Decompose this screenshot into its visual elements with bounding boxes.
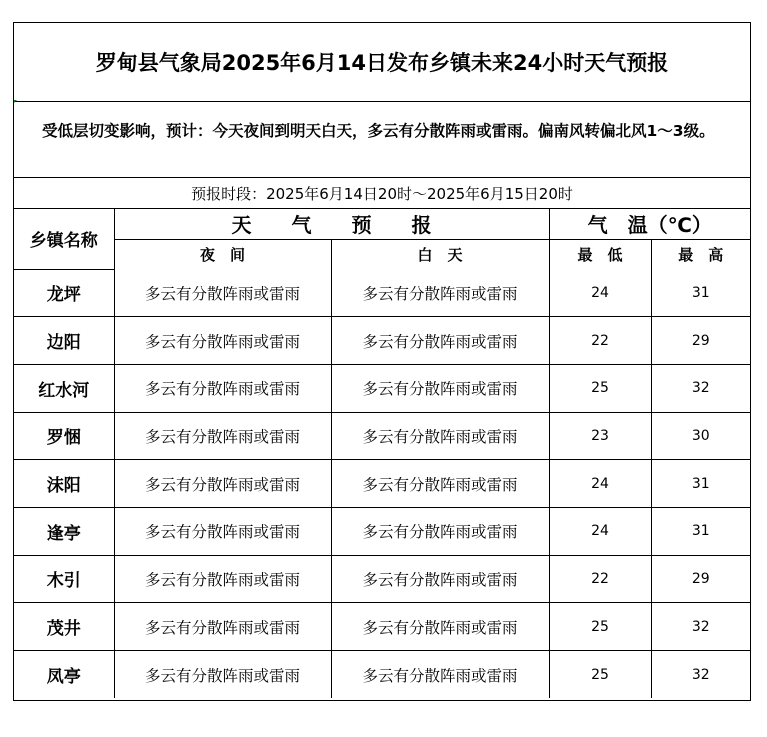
forecast-sheet bbox=[13, 22, 751, 701]
night-weather: 多云有分散阵雨或雷雨 bbox=[114, 651, 331, 699]
town-name: 逢亭 bbox=[14, 507, 114, 555]
min-temp: 22 bbox=[549, 555, 651, 603]
night-weather: 多云有分散阵雨或雷雨 bbox=[114, 555, 331, 603]
town-name: 罗悃 bbox=[14, 412, 114, 460]
day-weather: 多云有分散阵雨或雷雨 bbox=[331, 603, 549, 651]
max-temp: 31 bbox=[651, 460, 750, 508]
page-title: 罗甸县气象局2025年6月14日发布乡镇未来24小时天气预报 bbox=[14, 23, 750, 102]
table-row bbox=[14, 412, 750, 460]
forecast-table bbox=[14, 209, 750, 698]
table-row bbox=[14, 317, 750, 365]
day-weather: 多云有分散阵雨或雷雨 bbox=[331, 460, 549, 508]
max-temp: 29 bbox=[651, 317, 750, 365]
min-temp: 24 bbox=[549, 460, 651, 508]
header-day: 白 天 bbox=[331, 239, 549, 269]
night-weather: 多云有分散阵雨或雷雨 bbox=[114, 269, 331, 317]
town-name: 龙坪 bbox=[14, 269, 114, 317]
town-name: 红水河 bbox=[14, 364, 114, 412]
table-row bbox=[14, 460, 750, 508]
night-weather: 多云有分散阵雨或雷雨 bbox=[114, 364, 331, 412]
max-temp: 29 bbox=[651, 555, 750, 603]
header-forecast: 天 气 预 报 bbox=[114, 209, 549, 239]
day-weather: 多云有分散阵雨或雷雨 bbox=[331, 364, 549, 412]
min-temp: 25 bbox=[549, 603, 651, 651]
table-row bbox=[14, 507, 750, 555]
night-weather: 多云有分散阵雨或雷雨 bbox=[114, 507, 331, 555]
town-name: 沫阳 bbox=[14, 460, 114, 508]
town-name: 边阳 bbox=[14, 317, 114, 365]
town-name: 凤亭 bbox=[14, 651, 114, 699]
table-row bbox=[14, 603, 750, 651]
night-weather: 多云有分散阵雨或雷雨 bbox=[114, 412, 331, 460]
table-row bbox=[14, 651, 750, 699]
header-min: 最 低 bbox=[549, 239, 651, 269]
night-weather: 多云有分散阵雨或雷雨 bbox=[114, 603, 331, 651]
min-temp: 25 bbox=[549, 364, 651, 412]
max-temp: 32 bbox=[651, 603, 750, 651]
day-weather: 多云有分散阵雨或雷雨 bbox=[331, 269, 549, 317]
max-temp: 32 bbox=[651, 651, 750, 699]
min-temp: 24 bbox=[549, 507, 651, 555]
night-weather: 多云有分散阵雨或雷雨 bbox=[114, 460, 331, 508]
forecast-summary: 受低层切变影响，预计：今天夜间到明天白天，多云有分散阵雨或雷雨。偏南风转偏北风1～3级。 bbox=[14, 102, 750, 178]
min-temp: 23 bbox=[549, 412, 651, 460]
town-name: 茂井 bbox=[14, 603, 114, 651]
table-row bbox=[14, 269, 750, 317]
header-night: 夜 间 bbox=[114, 239, 331, 269]
town-name: 木引 bbox=[14, 555, 114, 603]
table-row bbox=[14, 364, 750, 412]
day-weather: 多云有分散阵雨或雷雨 bbox=[331, 412, 549, 460]
min-temp: 25 bbox=[549, 651, 651, 699]
forecast-period: 预报时段：2025年6月14日20时～2025年6月15日20时 bbox=[14, 178, 750, 209]
day-weather: 多云有分散阵雨或雷雨 bbox=[331, 507, 549, 555]
max-temp: 31 bbox=[651, 269, 750, 317]
day-weather: 多云有分散阵雨或雷雨 bbox=[331, 651, 549, 699]
max-temp: 30 bbox=[651, 412, 750, 460]
header-town: 乡镇名称 bbox=[14, 209, 114, 269]
max-temp: 32 bbox=[651, 364, 750, 412]
day-weather: 多云有分散阵雨或雷雨 bbox=[331, 317, 549, 365]
day-weather: 多云有分散阵雨或雷雨 bbox=[331, 555, 549, 603]
header-max: 最 高 bbox=[651, 239, 750, 269]
max-temp: 31 bbox=[651, 507, 750, 555]
header-temperature: 气 温（℃） bbox=[549, 209, 750, 239]
min-temp: 22 bbox=[549, 317, 651, 365]
night-weather: 多云有分散阵雨或雷雨 bbox=[114, 317, 331, 365]
min-temp: 24 bbox=[549, 269, 651, 317]
table-row bbox=[14, 555, 750, 603]
